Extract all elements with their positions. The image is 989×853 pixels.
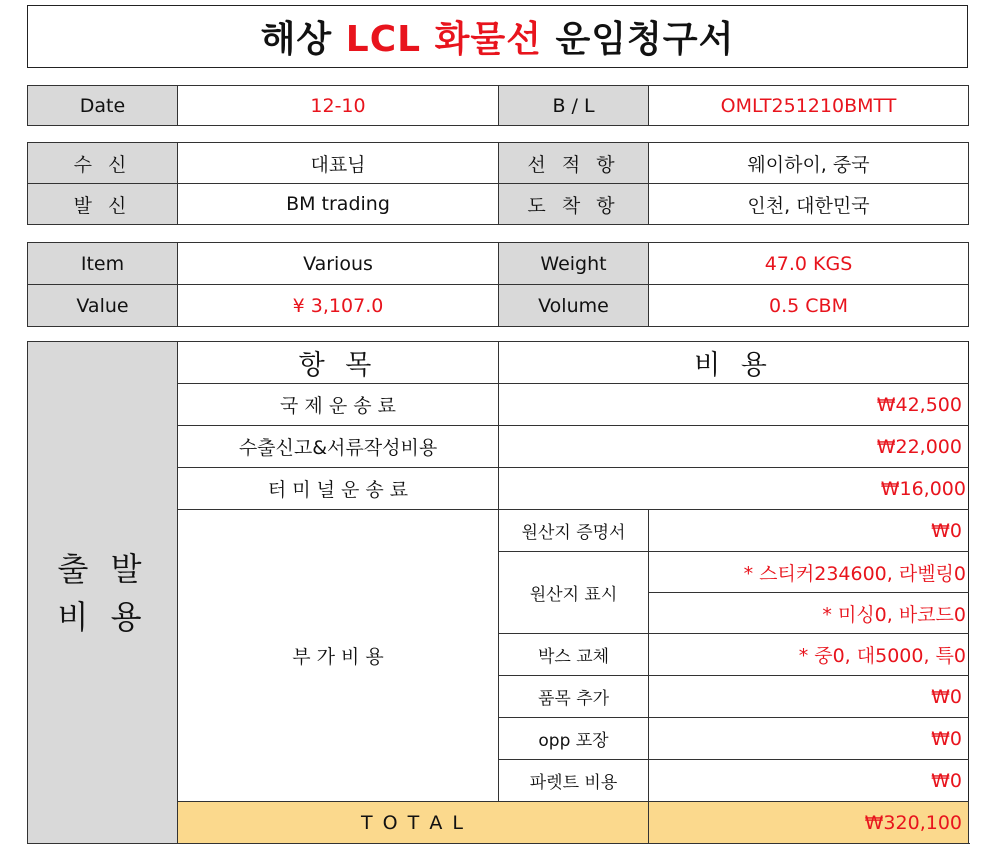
item-label: Item [28, 243, 178, 285]
departure-label-line1: 출 발 [57, 549, 148, 588]
pallet-label: 파렛트 비용 [499, 760, 649, 802]
opp-label: opp 포장 [499, 718, 649, 760]
dest-value: 인천, 대한민국 [649, 184, 969, 225]
add-item-value: ₩0 [649, 676, 969, 718]
cert-label: 원산지 증명서 [499, 510, 649, 552]
bl-label: B / L [499, 86, 649, 126]
cost-row-value: ₩22,000 [499, 426, 969, 468]
mark-value-sticker: * 스티커234600, 라벨링0 [649, 552, 969, 593]
value-value: ¥ 3,107.0 [178, 285, 499, 327]
box-label: 박스 교체 [499, 634, 649, 676]
dest-label: 도 착 항 [499, 184, 649, 225]
parties-table [27, 142, 969, 225]
weight-label: Weight [499, 243, 649, 285]
add-item-label: 품목 추가 [499, 676, 649, 718]
origin-label: 선 적 항 [499, 143, 649, 184]
cert-value: ₩0 [649, 510, 969, 552]
box-value: * 중0, 대5000, 특0 [649, 634, 969, 676]
cost-row-value: ₩42,500 [499, 384, 969, 426]
sender-value: BM trading [178, 184, 499, 225]
departure-cost-label [28, 342, 178, 844]
mark-label: 원산지 표시 [499, 552, 649, 634]
opp-value: ₩0 [649, 718, 969, 760]
bl-value: OMLT251210BMTT [649, 86, 969, 126]
weight-value: 47.0 KGS [649, 243, 969, 285]
volume-label: Volume [499, 285, 649, 327]
extra-cost-label: 부 가 비 용 [178, 510, 499, 802]
title-part3: 운임청구서 [555, 19, 735, 60]
mark-value-sewing: * 미싱0, 바코드0 [649, 593, 969, 634]
col-header-cost: 비 용 [499, 342, 969, 384]
header-table [27, 85, 969, 126]
invoice-title [27, 5, 968, 68]
departure-label-line2: 비 용 [57, 597, 148, 636]
date-value: 12-10 [178, 86, 499, 126]
costs-table [27, 341, 969, 844]
total-label: T O T A L [178, 802, 649, 844]
receiver-label: 수 신 [28, 143, 178, 184]
title-part1: 해상 [260, 19, 333, 60]
goods-table [27, 242, 969, 327]
cost-row-label: 국 제 운 송 료 [178, 384, 499, 426]
cost-row-label: 터 미 널 운 송 료 [178, 468, 499, 510]
sender-label: 발 신 [28, 184, 178, 225]
cost-row-value: ₩16,000 [499, 468, 969, 510]
volume-value: 0.5 CBM [649, 285, 969, 327]
origin-value: 웨이하이, 중국 [649, 143, 969, 184]
receiver-value: 대표님 [178, 143, 499, 184]
col-header-item: 항 목 [178, 342, 499, 384]
cost-row-label: 수출신고&서류작성비용 [178, 426, 499, 468]
item-value: Various [178, 243, 499, 285]
value-label: Value [28, 285, 178, 327]
pallet-value: ₩0 [649, 760, 969, 802]
title-part2: LCL 화물선 [345, 19, 542, 60]
total-value: ₩320,100 [649, 802, 969, 844]
date-label: Date [28, 86, 178, 126]
